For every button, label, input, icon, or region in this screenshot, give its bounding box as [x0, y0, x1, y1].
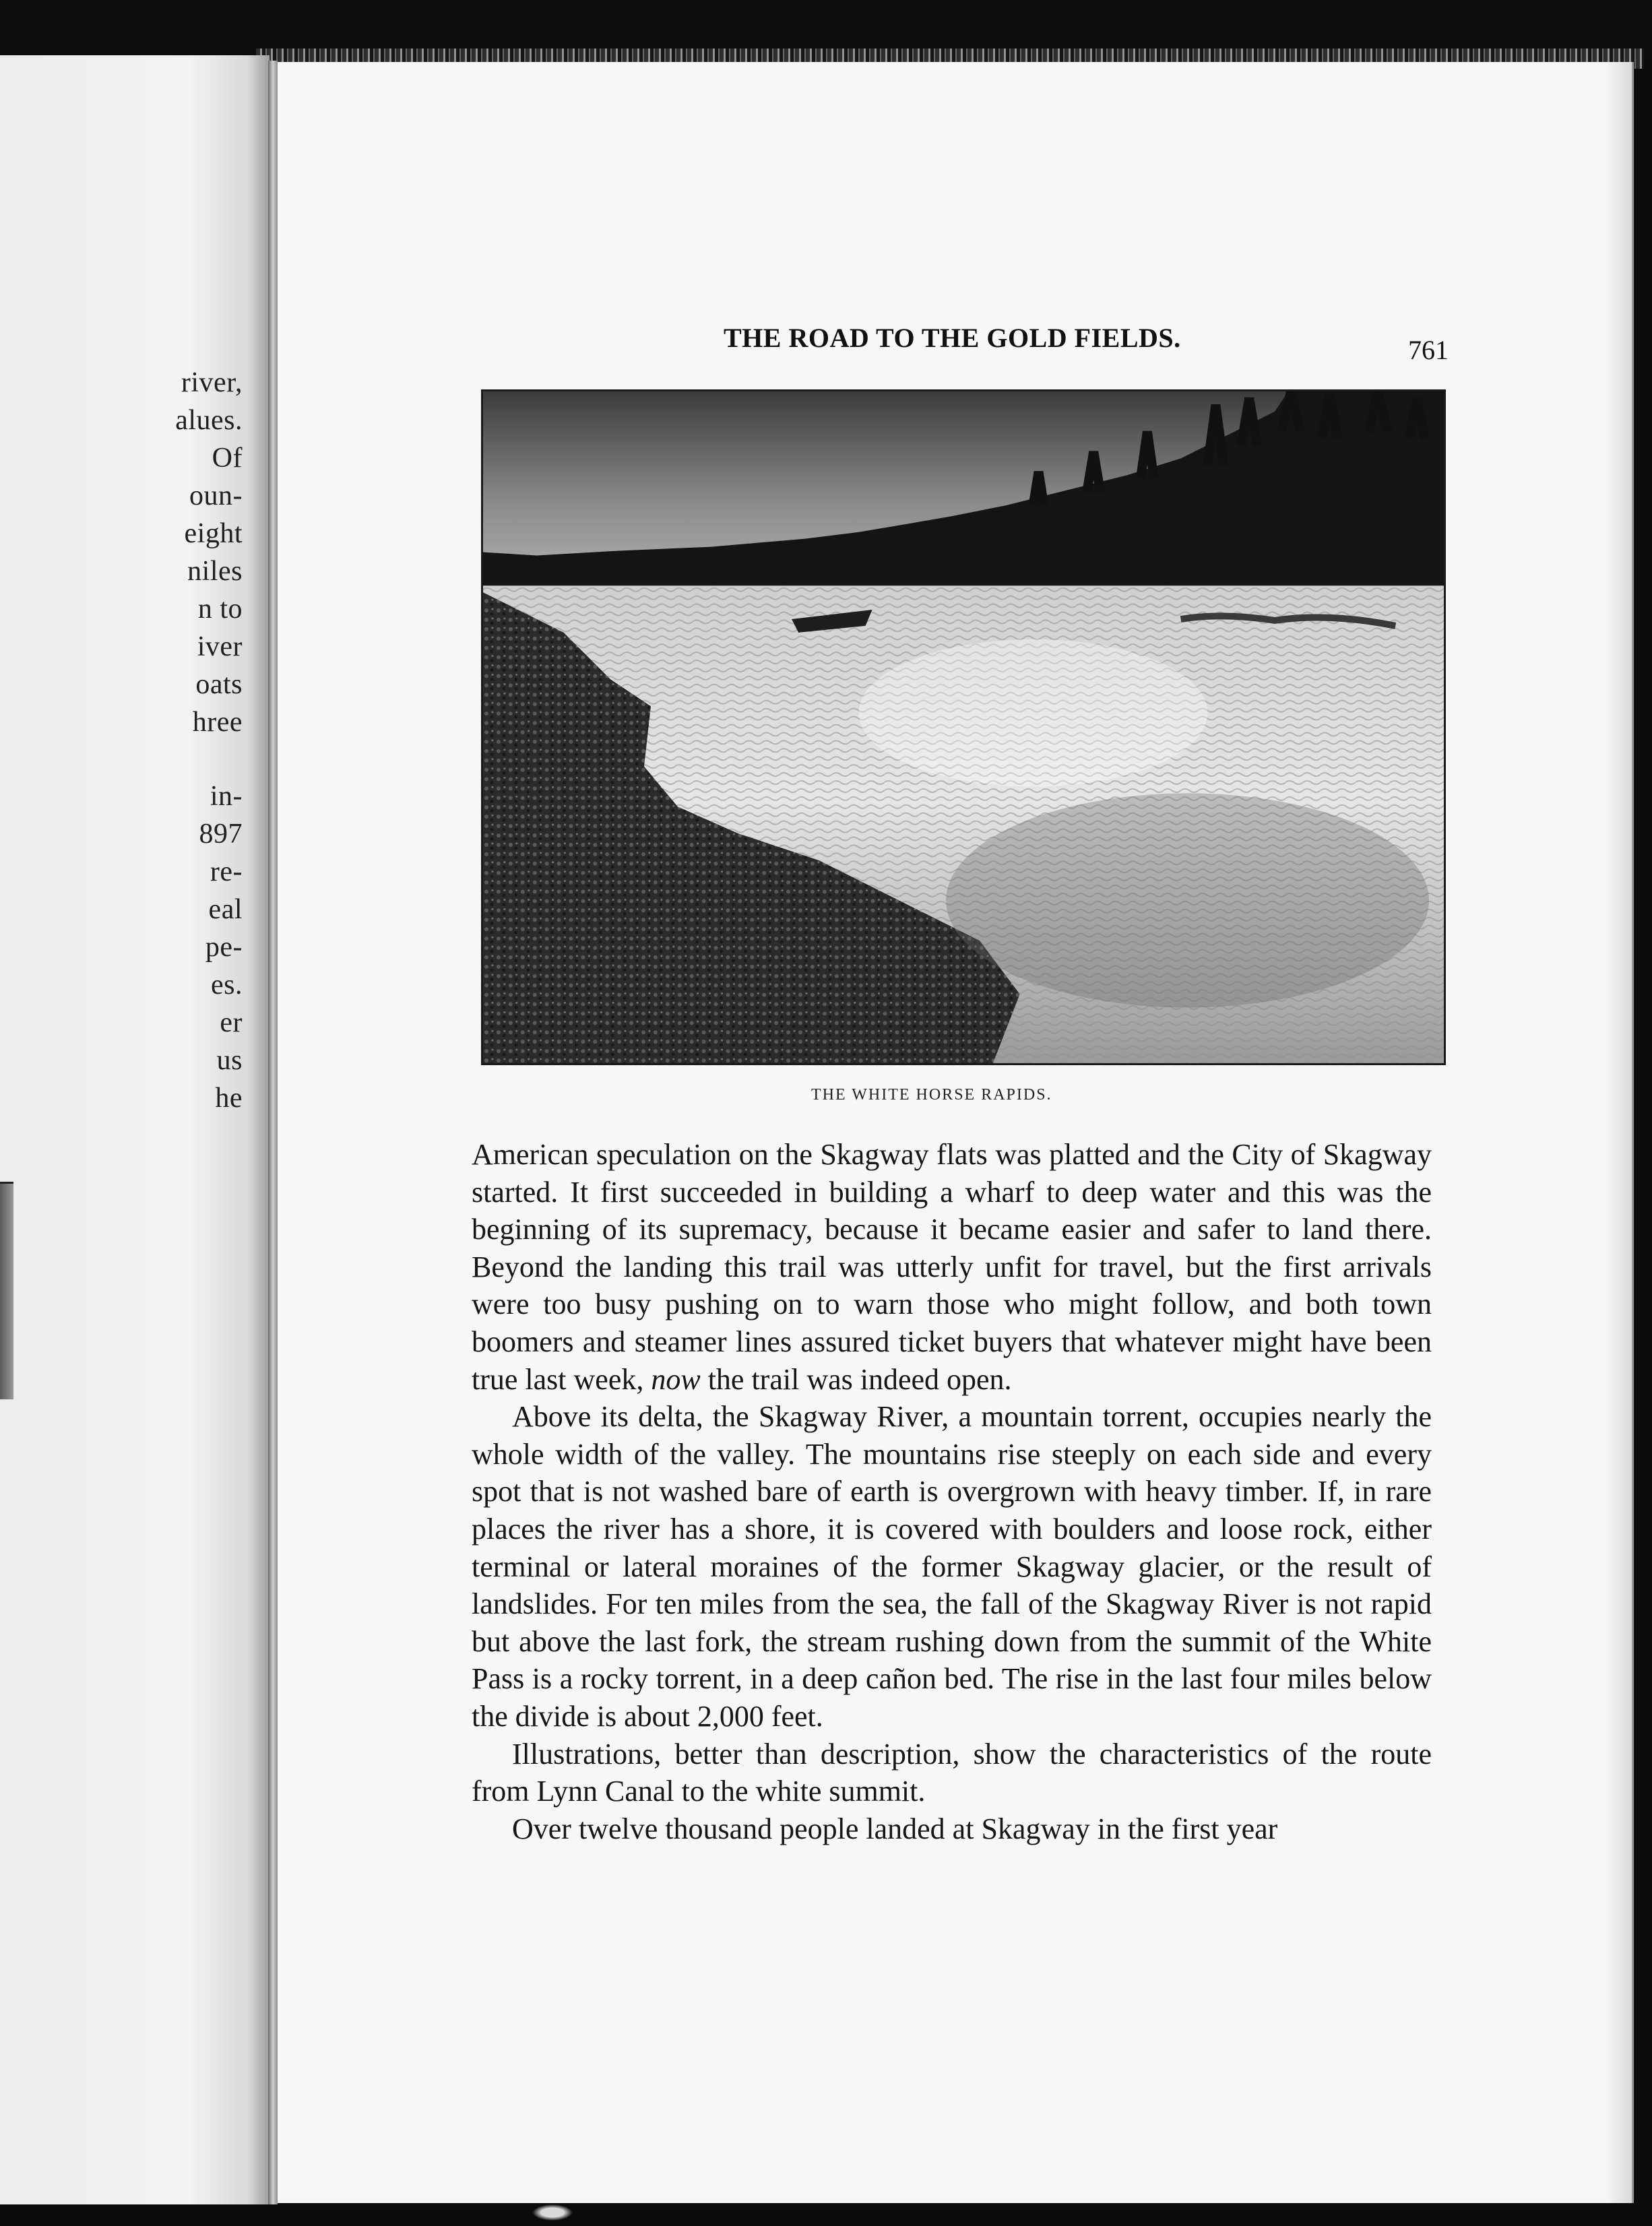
facing-page-line: alues.: [175, 405, 243, 436]
page-number: 761: [1408, 335, 1449, 365]
figure-caption: THE WHITE HORSE RAPIDS.: [811, 1086, 1052, 1104]
book-gutter: [268, 61, 278, 2210]
emphasis-now: now: [651, 1362, 701, 1396]
facing-page-line: oun-: [189, 480, 243, 511]
facing-page-photo-edge: [0, 1182, 13, 1399]
facing-page-line: eal: [208, 894, 243, 925]
paragraph-1: American speculation on the Skagway flats was platted and the City of Skagway started. It first succeeded in building a wharf to deep water and this was the beginning of its supremacy, because it became easier and safer to land there. Beyond the landing this trail was utterly unfit for travel, but the first arrivals were too busy pushing on to warn those who might follow, and both town boomers and steamer lines assured ticket buyers that whatever might have been true last week, now the trail was indeed open.: [472, 1138, 1432, 1396]
running-head: THE ROAD TO THE GOLD FIELDS.: [724, 323, 1181, 353]
facing-page-line: re-: [210, 856, 243, 887]
facing-page-line: he: [215, 1083, 243, 1114]
facing-page-line: oats: [195, 669, 243, 700]
facing-page-line: river,: [181, 367, 243, 398]
facing-page-line: iver: [197, 631, 243, 662]
paragraph-4: Over twelve thousand people landed at Skagway in the first year: [512, 1812, 1278, 1845]
facing-page-line: 897: [199, 819, 243, 850]
facing-page-line: n to: [197, 594, 243, 625]
scan-artifact: [532, 2204, 573, 2221]
book-page: [278, 62, 1634, 2203]
white-horse-rapids-photo: [481, 389, 1446, 1065]
facing-page-line: pe-: [205, 932, 243, 963]
facing-page-line: us: [216, 1045, 243, 1076]
facing-page-left: [0, 55, 269, 2208]
facing-page-line: er: [220, 1007, 243, 1038]
paragraph-2: Above its delta, the Skagway River, a mountain torrent, occupies nearly the whole width of the valley. The mountains rise steeply on each side and every spot that is not washed bare of earth is overgrown with heavy timber. If, in rare places the river has a shore, it is covered with boulders and loose rock, either terminal or lateral moraines of the former Skagway glacier, or the result of landslides. For ten miles from the sea, the fall of the Skagway River is not rapid but above the last fork, the stream rushing down from the summit of the White Pass is a rocky torrent, in a deep cañon bed. The rise in the last four miles below the divide is about 2,000 feet.: [472, 1400, 1432, 1733]
facing-page-line: Of: [212, 443, 243, 474]
facing-page-line: in-: [210, 781, 243, 812]
paragraph-3: Illustrations, better than description, show the characteristics of the route from Lynn Canal to the white summit.: [472, 1737, 1432, 1808]
scan-border-bottom: [0, 2204, 1652, 2226]
facing-page-line: eight: [184, 518, 243, 549]
page-shadow: [1605, 62, 1632, 2203]
body-text: [472, 1136, 1432, 1847]
rapids-photo-illustration: [483, 391, 1444, 1063]
facing-page-line: hree: [192, 707, 243, 738]
facing-page-line: niles: [187, 556, 243, 587]
facing-page-text: [0, 55, 269, 2208]
facing-page-line: es.: [211, 969, 243, 1000]
